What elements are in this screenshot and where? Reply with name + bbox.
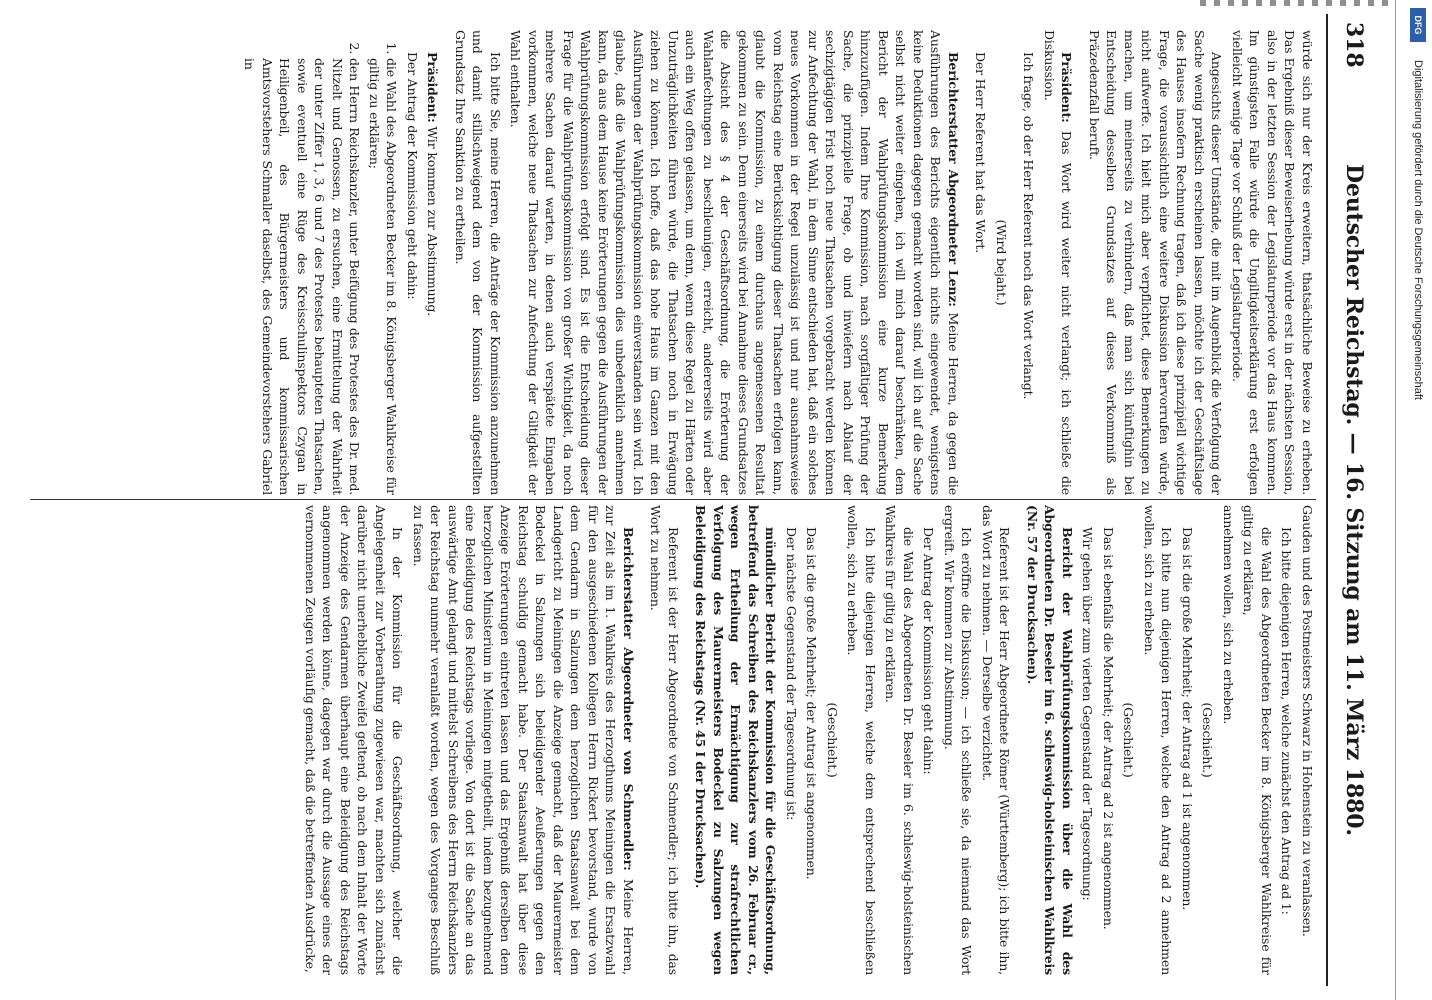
paragraph: Ich bitte nun diejenigen Herren, welche den Antrag ad 2 annehmen wollen, sich zu erheben. [1142, 505, 1175, 975]
paragraph: Ich bitte diejenigen Herren, welche dem entsprechend beschließen wollen, sich zu erheben. [845, 505, 878, 975]
stage-direction: (Geschieht.) [1200, 702, 1216, 778]
right-column [10, 505, 1316, 975]
agenda-item: Bericht der Wahlprüfungskommission über die Wahl des Abgeordneten Dr. Beseler im 6. schleswig-holsteinischen Wahlkreis (Nr. 57 der Drucksachen). [1025, 505, 1075, 975]
page-header [1310, 0, 1370, 1000]
paragraph: Der Antrag der Kommission geht dahin: [405, 52, 420, 300]
speaker-name: Präsident: [425, 52, 441, 123]
speech-text: Das Wort wird weiter nicht verlangt; ich schließe die Diskussion. [1042, 30, 1075, 495]
paragraph: Das ist die große Mehrheit; der Antrag ad 1 ist angenommen. [1180, 527, 1195, 911]
quoted-motion: die Wahl des Abgeordneten Dr. Beseler im 6. schleswig-holsteinischen Wahlkreis für giltig zu erklären. [883, 505, 916, 975]
stage-direction: (Wird bejaht.) [994, 219, 1009, 306]
speech-text: Meine Herren, zur Zeit als im 1. Wahlkreis des Herzogthums Meiningen die Ersatzwahl für den ausgeschiedenen Kollegen Herrn Rickert bevorstand, wurde von dem Gendarm in Salzungen dem herzoglichen Staatsanwalt bei dem Landgericht zu Meiningen die Anzeige gemacht, daß der Maurermeister Bodeckel in Salzungen sich beleidigender Aeußerungen gegen den Reichstag schuldig gemacht habe. Der Staatsanwalt hat über diese Anzeige Erörterungen eintreten lassen und das Ergebniß derselben dem herzoglichen Ministerium in Meiningen mitgetheilt, indem bezugnehmend eine Beleidigung des Reichstags vorliege. Von dort ist die Sache an das auswärtige Amt gelangt und mittelst Schreibens des Herrn Reichskanzlers der Reichstag nunmehr veranlaßt worden, wegen des Vorganges Beschluß zu fassen. [411, 505, 636, 975]
paragraph: annehmen wollen, sich zu erheben. [1221, 505, 1236, 725]
scan-edge-line [1395, 0, 1396, 1000]
dfg-logo-icon [1410, 8, 1426, 42]
column-divider [30, 499, 1316, 500]
header-rule [1326, 14, 1328, 986]
quoted-motion: die Wahl des Abgeordneten Becker im 8. Königsberger Wahlkreise für giltig zu erklären, [1241, 505, 1274, 975]
funding-note-text: Digitalisierung gefördert durch die Deutsche Forschungsgemeinschaft [1412, 60, 1424, 400]
logo-text: DFG [1413, 15, 1423, 35]
speech-text: Meine Herren, da gegen die Ausführungen des Berichts eigentlich nichts eingewendet, wenigstens keine Deduktionen dagegen gemacht worden sind, will ich auf die Sache selbst nicht weiter eingehen, ich will mich darauf beschränken, dem Bericht der Wahlprüfungskommission eine kurze Bemerkung hinzuzufügen. Indem Ihre Kommission, nach sorgfältiger Prüfung der Sache, die prinzipielle Frage, ob und inwiefern nach Ablauf der sechzigtägigen Frist noch neue Thatsachen vorgebracht werden können zur Anfechtung der Wahl, in dem Sinne entschieden hat, daß ein solches neues Vorkommen in der Regel unzulässig ist und nur ausnahmsweise vom Reichstag eine Berücksichtigung dieser Thatsachen erfolgen kann, glaubt die Kommission, zu einem durchaus angemessenen Resultat gekommen zu sein. Denn einerseits wird bei Annahme dieses Grundsatzes die Absicht des § 4 der Geschäftsordnung, die Erörterung der Wahlanfechtungen zu beschleunigen, erreicht, andererseits wird aber auch ein Weg offen gelassen, um denn, wenn diese Regel zu Härten oder Unzuträglichkeiten führen würde, die Thatsachen noch in Erwägung ziehen zu können. Ich hoffe, daß das hohe Haus im Ganzen mit den Ausführungen der Wahlprüfungskommission einverstanden sein wird. Ich glaube, daß die Wahlprüfungskommission dies unbedenklich annehmen kann, da aus dem Hause keine Erörterungen gegen die Ausführungen der Wahlprüfungskommission erfolgt sind. Es ist die Entscheidung dieser Frage für die Wahlprüfungskommission von großer Wichtigkeit, da noch mehrere Sachen darauf warten, in denen auch verspätete Eingaben vorkommen, welche neue Thatsachen zur Anfechtung der Giltigkeit der Wahl enthalten. [508, 30, 961, 495]
speech-paragraph [1041, 30, 1076, 495]
paragraph: Wir gehen über zum vierten Gegenstand der Tagesordnung: [1080, 527, 1096, 901]
speech-paragraph [507, 30, 962, 495]
paragraph: Referent ist der Herr Abgeordnete von Schmendler; ich bitte ihn, das Wort zu nehmen. [648, 505, 681, 975]
speech-paragraph [410, 505, 638, 975]
paragraph: Gauden und des Postmeisters Schwarz in Hohenstein zu veranlassen. [1300, 505, 1315, 937]
paragraph: Ich eröffne die Diskussion; — ich schließe sie, da niemand das Wort ergreift. Wir kommen zur Abstimmung. [942, 505, 975, 975]
paragraph: Der nächste Gegenstand der Tagesordnung ist: [784, 527, 799, 821]
stage-direction: (Geschieht.) [825, 702, 840, 778]
stage-direction: (Geschieht.) [1121, 702, 1137, 778]
paragraph: Ich frage, ob der Herr Referent noch das Wort verlangt. [1021, 52, 1037, 400]
page-number: 318 [1341, 22, 1367, 68]
paragraph: Das ist ebenfalls die Mehrheit; der Antrag ad 2 ist angenommen. [1101, 527, 1116, 930]
paragraph: In der Kommission für die Geschäftsordnung, welcher die Angelegenheit zur Vorberathung zugewiesen war, machten sich zunächst darüber nicht unerhebliche Zweifel geltend, ob nach dem Inhalt der Worte der Anzeige des Gendarmen überhaupt eine Beleidigung des Reichstags angenommen werden könne, dagegen war durch die Aussage eines der vernommenen Zeugen vorläufig gemacht, daß die betreffenden Ausdrücke, [303, 505, 406, 975]
speaker-name: Präsident: [1059, 52, 1075, 123]
speech-text: Wir kommen zur Abstimmung. [425, 126, 441, 317]
paragraph: Ich bitte diejenigen Herren, welche zunächst den Antrag ad 1: [1279, 527, 1295, 915]
page-title: Deutscher Reichstag. — 16. Sitzung am 11. März 1880. [1341, 164, 1367, 836]
motion-list [241, 30, 401, 495]
agenda-item: mündlicher Bericht der Kommission für die Geschäftsordnung, betreffend das Schreiben des Reichskanzlers vom 26. Februar cr., wegen Ertheilung der Ermächtigung zur strafrechtlichen Verfolgung des Maurermeisters Bodeckel zu Salzungen wegen Beleidigung des Reichstags (Nr. 45 I der Drucksachen). [693, 505, 779, 975]
paragraph: Angesichts dieser Umstände, die mit im Augenblick die Verfolgung der Sache wenig praktisch erscheinen lassen, möchte ich der Geschäftslage des Hauses insofern Rechnung tragen, daß ich diese prinzipiell wichtige Frage, die voraussichtlich eine weitere Diskussion hervorrufen würde, nicht aufwerfe. Ich hielt mich aber verpflichtet, diese Bemerkungen zu machen, um meinerseits zu verhindern, daß man sich künftighin bei Entscheidung desselben Grundsatzes auf dieses Verkommniß als Präzedenzfall beruft. [1087, 30, 1225, 495]
paragraph: Der Antrag der Kommission geht dahin: [921, 527, 937, 775]
list-item: 2. den Herrn Reichskanzler, unter Beifügung des Protestes des Dr. med. Nitzelt und Genossen, zu ersuchen, eine Ermittelung der Wahrheit der unter Ziffer 1, 3, 6 und 7 des Protestes behaupteten Thatsachen, sowie eventuell eine Rüge des Kreisschulinspektors Czygan in Heiligenbeil, des Bürgermeisters und kommissarischen Amtsvorstehers Schmaller daselbst, des Gemeindevorstehers Gabriel in [241, 58, 364, 495]
speaker-name: Berichterstatter Abgeordneter Lenz: [946, 52, 961, 307]
speech-paragraph [424, 30, 442, 495]
funding-note [1403, 0, 1432, 1000]
paragraph: würde sich nur der Kreis erweitern, thatsächliche Beweise zu erheben. Das Ergebniß dieser Beweiserhebung würde erst in der nächsten Session, also in der letzten Session der Legislaturperiode vor das Haus kommen. Im günstigsten Falle würde die Ungiltigkeitserklärung erst erfolgen vielleicht wenige Tage vor Schluß der Legislaturperiode. [1230, 30, 1315, 495]
list-item: 1. die Wahl des Abgeordneten Becker im 8. Königsberger Wahlkreise für giltig zu erklären; [366, 58, 401, 495]
paragraph: Der Herr Referent hat das Wort. [973, 52, 989, 254]
speaker-name: Berichterstatter Abgeordneter von Schmendler: [621, 527, 636, 871]
paragraph: Referent ist der Herr Abgeordnete Römer (Württemberg); ich bitte ihn, das Wort zu nehmen. — Derselbe verzichtet. [980, 505, 1013, 975]
paragraph: Ich bitte Sie, meine Herren, die Anträge der Kommission anzunehmen und damit stillschweigend dem von der Kommission aufgestellten Grundsatz Ihre Sanktion zu ertheilen. [453, 30, 503, 495]
left-column [10, 30, 1316, 495]
paragraph: Das ist die große Mehrheit; der Antrag ist angenommen. [804, 527, 820, 880]
